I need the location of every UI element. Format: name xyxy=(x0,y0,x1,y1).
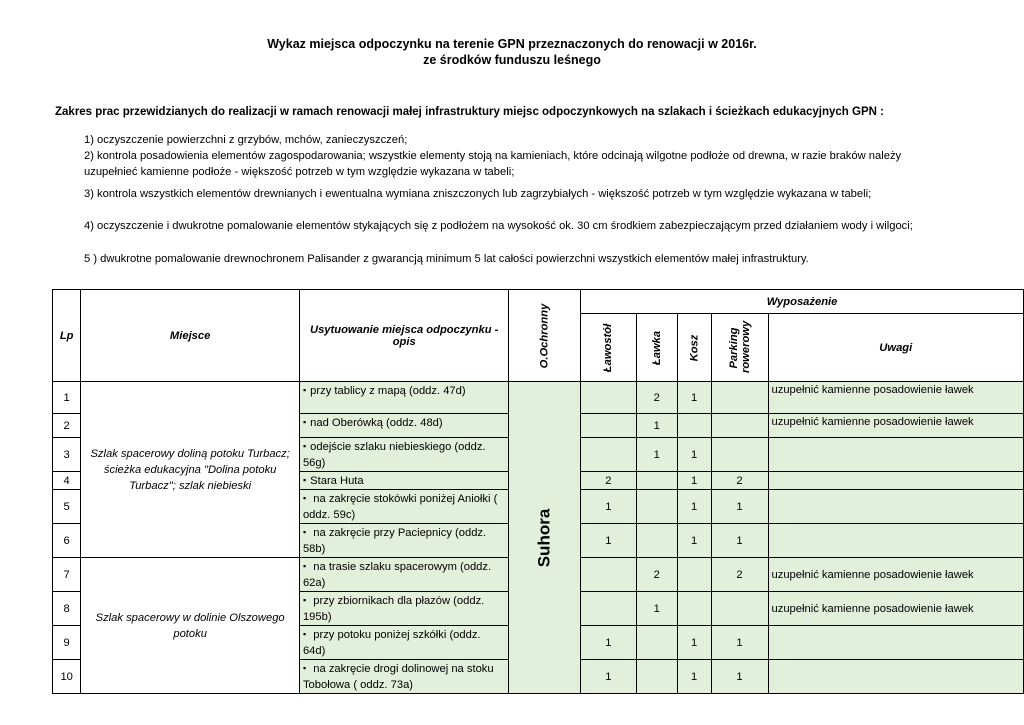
cell-desc xyxy=(299,524,508,558)
cell-lp: 3 xyxy=(53,438,81,472)
cell-lp: 6 xyxy=(53,524,81,558)
cell-desc xyxy=(299,472,508,490)
cell-kosz: 1 xyxy=(677,382,711,414)
cell-lawostol xyxy=(581,382,636,414)
cell-kosz: 1 xyxy=(677,472,711,490)
cell-lawka: 2 xyxy=(636,382,677,414)
cell-lawostol xyxy=(581,558,636,592)
cell-lp: 1 xyxy=(53,382,81,414)
cell-parking xyxy=(711,382,768,414)
scope-item-2: 2) kontrola posadowienia elementów zagospodarowania; wszystkie elementy stoją na kamieniach, które odcinają wilgotne podłoże od drewna, w razie braków należy uzupełnieć kamienne podłoże - większość potrzeb w tym względzie wykazana w tabeli; xyxy=(84,150,902,178)
cell-lawka xyxy=(636,524,677,558)
cell-desc-text: przy tablicy z mapą (oddz. 47d) xyxy=(310,385,466,397)
bullet-icon: ▪ xyxy=(302,527,307,537)
cell-kosz: 1 xyxy=(677,524,711,558)
cell-lp: 9 xyxy=(53,626,81,660)
cell-desc-text: przy zbiornikach dla płazów (oddz. 195b) xyxy=(302,595,485,623)
cell-uwagi: uzupełnić kamienne posadowienie ławek xyxy=(768,382,1023,414)
cell-parking: 2 xyxy=(711,472,768,490)
document-title: Wykaz miejsca odpoczynku na terenie GPN przeznaczonych do renowacji w 2016r. xyxy=(267,37,757,51)
cell-kosz: 1 xyxy=(677,626,711,660)
cell-lp: 7 xyxy=(53,558,81,592)
bullet-icon: ▪ xyxy=(302,629,307,639)
cell-lawka xyxy=(636,660,677,694)
cell-uwagi: uzupełnić kamienne posadowienie ławek xyxy=(768,558,1023,592)
cell-parking: 1 xyxy=(711,490,768,524)
header-kosz-label: Kosz xyxy=(688,334,701,361)
cell-kosz: 1 xyxy=(677,660,711,694)
cell-parking xyxy=(711,592,768,626)
cell-lawostol: 1 xyxy=(581,660,636,694)
bullet-icon: ▪ xyxy=(302,417,307,427)
scope-item-3: 3) kontrola wszystkich elementów drewnianych i ewentualna wymiana zniszczonych lub zagrzybiałych - większość potrzeb w tym względzie wykazana w tabeli; xyxy=(84,188,872,200)
header-lawostol xyxy=(581,314,636,382)
bullet-icon: ▪ xyxy=(302,493,307,503)
cell-lp: 10 xyxy=(53,660,81,694)
cell-lawka: 2 xyxy=(636,558,677,592)
cell-lp: 4 xyxy=(53,472,81,490)
header-lawka-label: Ławka xyxy=(650,330,663,365)
cell-kosz xyxy=(677,414,711,438)
cell-kosz xyxy=(677,558,711,592)
cell-lawka: 1 xyxy=(636,414,677,438)
document-subtitle: ze środków funduszu leśnego xyxy=(423,53,601,67)
cell-parking: 2 xyxy=(711,558,768,592)
scope-item-5: 5 ) dwukrotne pomalowanie drewnochronem Palisander z gwarancją minimum 5 lat całości powierzchni wszystkich elementów małej infrastruktury. xyxy=(84,253,809,265)
cell-parking: 1 xyxy=(711,524,768,558)
header-wyposazenie: Wyposażenie xyxy=(581,290,1024,314)
cell-parking xyxy=(711,438,768,472)
bullet-icon: ▪ xyxy=(302,595,307,605)
cell-desc xyxy=(299,660,508,694)
cell-kosz xyxy=(677,592,711,626)
scope-heading: Zakres prac przewidzianych do realizacji w ramach renowacji małej infrastruktury miejsc odpoczynkowych na szlakach i ścieżkach edukacyjnych GPN : xyxy=(55,106,884,118)
header-lawka xyxy=(636,314,677,382)
cell-desc xyxy=(299,414,508,438)
cell-lawostol: 1 xyxy=(581,524,636,558)
cell-desc-text: nad Oberówką (oddz. 48d) xyxy=(310,417,443,429)
cell-desc-text: na zakręcie drogi dolinowej na stoku Tobołowa ( oddz. 73a) xyxy=(302,663,494,691)
bullet-icon: ▪ xyxy=(302,561,307,571)
cell-desc xyxy=(299,438,508,472)
header-kosz xyxy=(677,314,711,382)
cell-desc-text: odejście szlaku niebieskiego (oddz. 56g) xyxy=(302,441,486,469)
cell-desc-text: przy potoku poniżej szkółki (oddz. 64d) xyxy=(302,629,481,657)
header-lp: Lp xyxy=(53,290,81,382)
cell-uwagi: uzupełnić kamienne posadowienie ławek xyxy=(768,414,1023,438)
cell-desc-text: na trasie szlaku spacerowym (oddz. 62a) xyxy=(302,561,492,589)
cell-desc-text: Stara Huta xyxy=(310,475,364,487)
cell-parking: 1 xyxy=(711,660,768,694)
bullet-icon: ▪ xyxy=(302,441,307,451)
header-parking-label: Parking rowerowy xyxy=(727,320,752,373)
cell-lawka xyxy=(636,490,677,524)
cell-uwagi xyxy=(768,524,1023,558)
ochronny-value: Suhora xyxy=(534,508,554,567)
cell-lawostol: 1 xyxy=(581,626,636,660)
cell-lawka: 1 xyxy=(636,592,677,626)
cell-desc xyxy=(299,490,508,524)
header-ochronny-label: O.Ochronny xyxy=(538,303,551,368)
group-place-2: Szlak spacerowy w dolinie Olszowego potoku xyxy=(81,558,300,694)
cell-desc-text: na zakręcie przy Paciepnicy (oddz. 58b) xyxy=(302,527,487,555)
cell-uwagi xyxy=(768,660,1023,694)
header-ochronny xyxy=(509,290,581,382)
scope-item-4: 4) oczyszczenie i dwukrotne pomalowanie elementów stykających się z podłożem na wysokość ok. 30 cm środkiem zabezpieczającym przed działaniem wody i wilgoci; xyxy=(84,220,913,232)
cell-kosz: 1 xyxy=(677,490,711,524)
bullet-icon: ▪ xyxy=(302,385,307,395)
cell-lawostol xyxy=(581,438,636,472)
renovation-table xyxy=(52,289,1024,694)
cell-desc xyxy=(299,626,508,660)
cell-lawostol xyxy=(581,414,636,438)
bullet-icon: ▪ xyxy=(302,663,307,673)
header-uwagi: Uwagi xyxy=(768,314,1023,382)
cell-ochronny xyxy=(509,382,581,694)
header-usytuowanie: Usytuowanie miejsca odpoczynku - opis xyxy=(299,290,508,382)
cell-desc xyxy=(299,558,508,592)
cell-uwagi xyxy=(768,626,1023,660)
header-miejsce: Miejsce xyxy=(81,290,300,382)
cell-lawostol: 1 xyxy=(581,490,636,524)
cell-lawka xyxy=(636,626,677,660)
cell-uwagi xyxy=(768,490,1023,524)
cell-lp: 5 xyxy=(53,490,81,524)
cell-lp: 8 xyxy=(53,592,81,626)
cell-parking: 1 xyxy=(711,626,768,660)
cell-desc xyxy=(299,592,508,626)
scope-item-1: 1) oczyszczenie powierzchni z grzybów, mchów, zanieczyszczeń; xyxy=(84,134,408,146)
cell-uwagi xyxy=(768,472,1023,490)
table-row xyxy=(53,382,1024,414)
cell-uwagi xyxy=(768,438,1023,472)
cell-lp: 2 xyxy=(53,414,81,438)
cell-desc xyxy=(299,382,508,414)
cell-desc-text: na zakręcie stokówki poniżej Aniołki ( oddz. 59c) xyxy=(302,493,498,521)
cell-lawostol xyxy=(581,592,636,626)
cell-parking xyxy=(711,414,768,438)
header-lawostol-label: Ławostół xyxy=(602,323,615,372)
cell-lawka: 1 xyxy=(636,438,677,472)
cell-kosz: 1 xyxy=(677,438,711,472)
header-parking xyxy=(711,314,768,382)
cell-lawostol: 2 xyxy=(581,472,636,490)
group-place-1: Szlak spacerowy doliną potoku Turbacz; ścieżka edukacyjna "Dolina potoku Turbacz"; szlak niebieski xyxy=(81,382,300,558)
cell-uwagi: uzupełnić kamienne posadowienie ławek xyxy=(768,592,1023,626)
bullet-icon: ▪ xyxy=(302,475,307,485)
cell-lawka xyxy=(636,472,677,490)
